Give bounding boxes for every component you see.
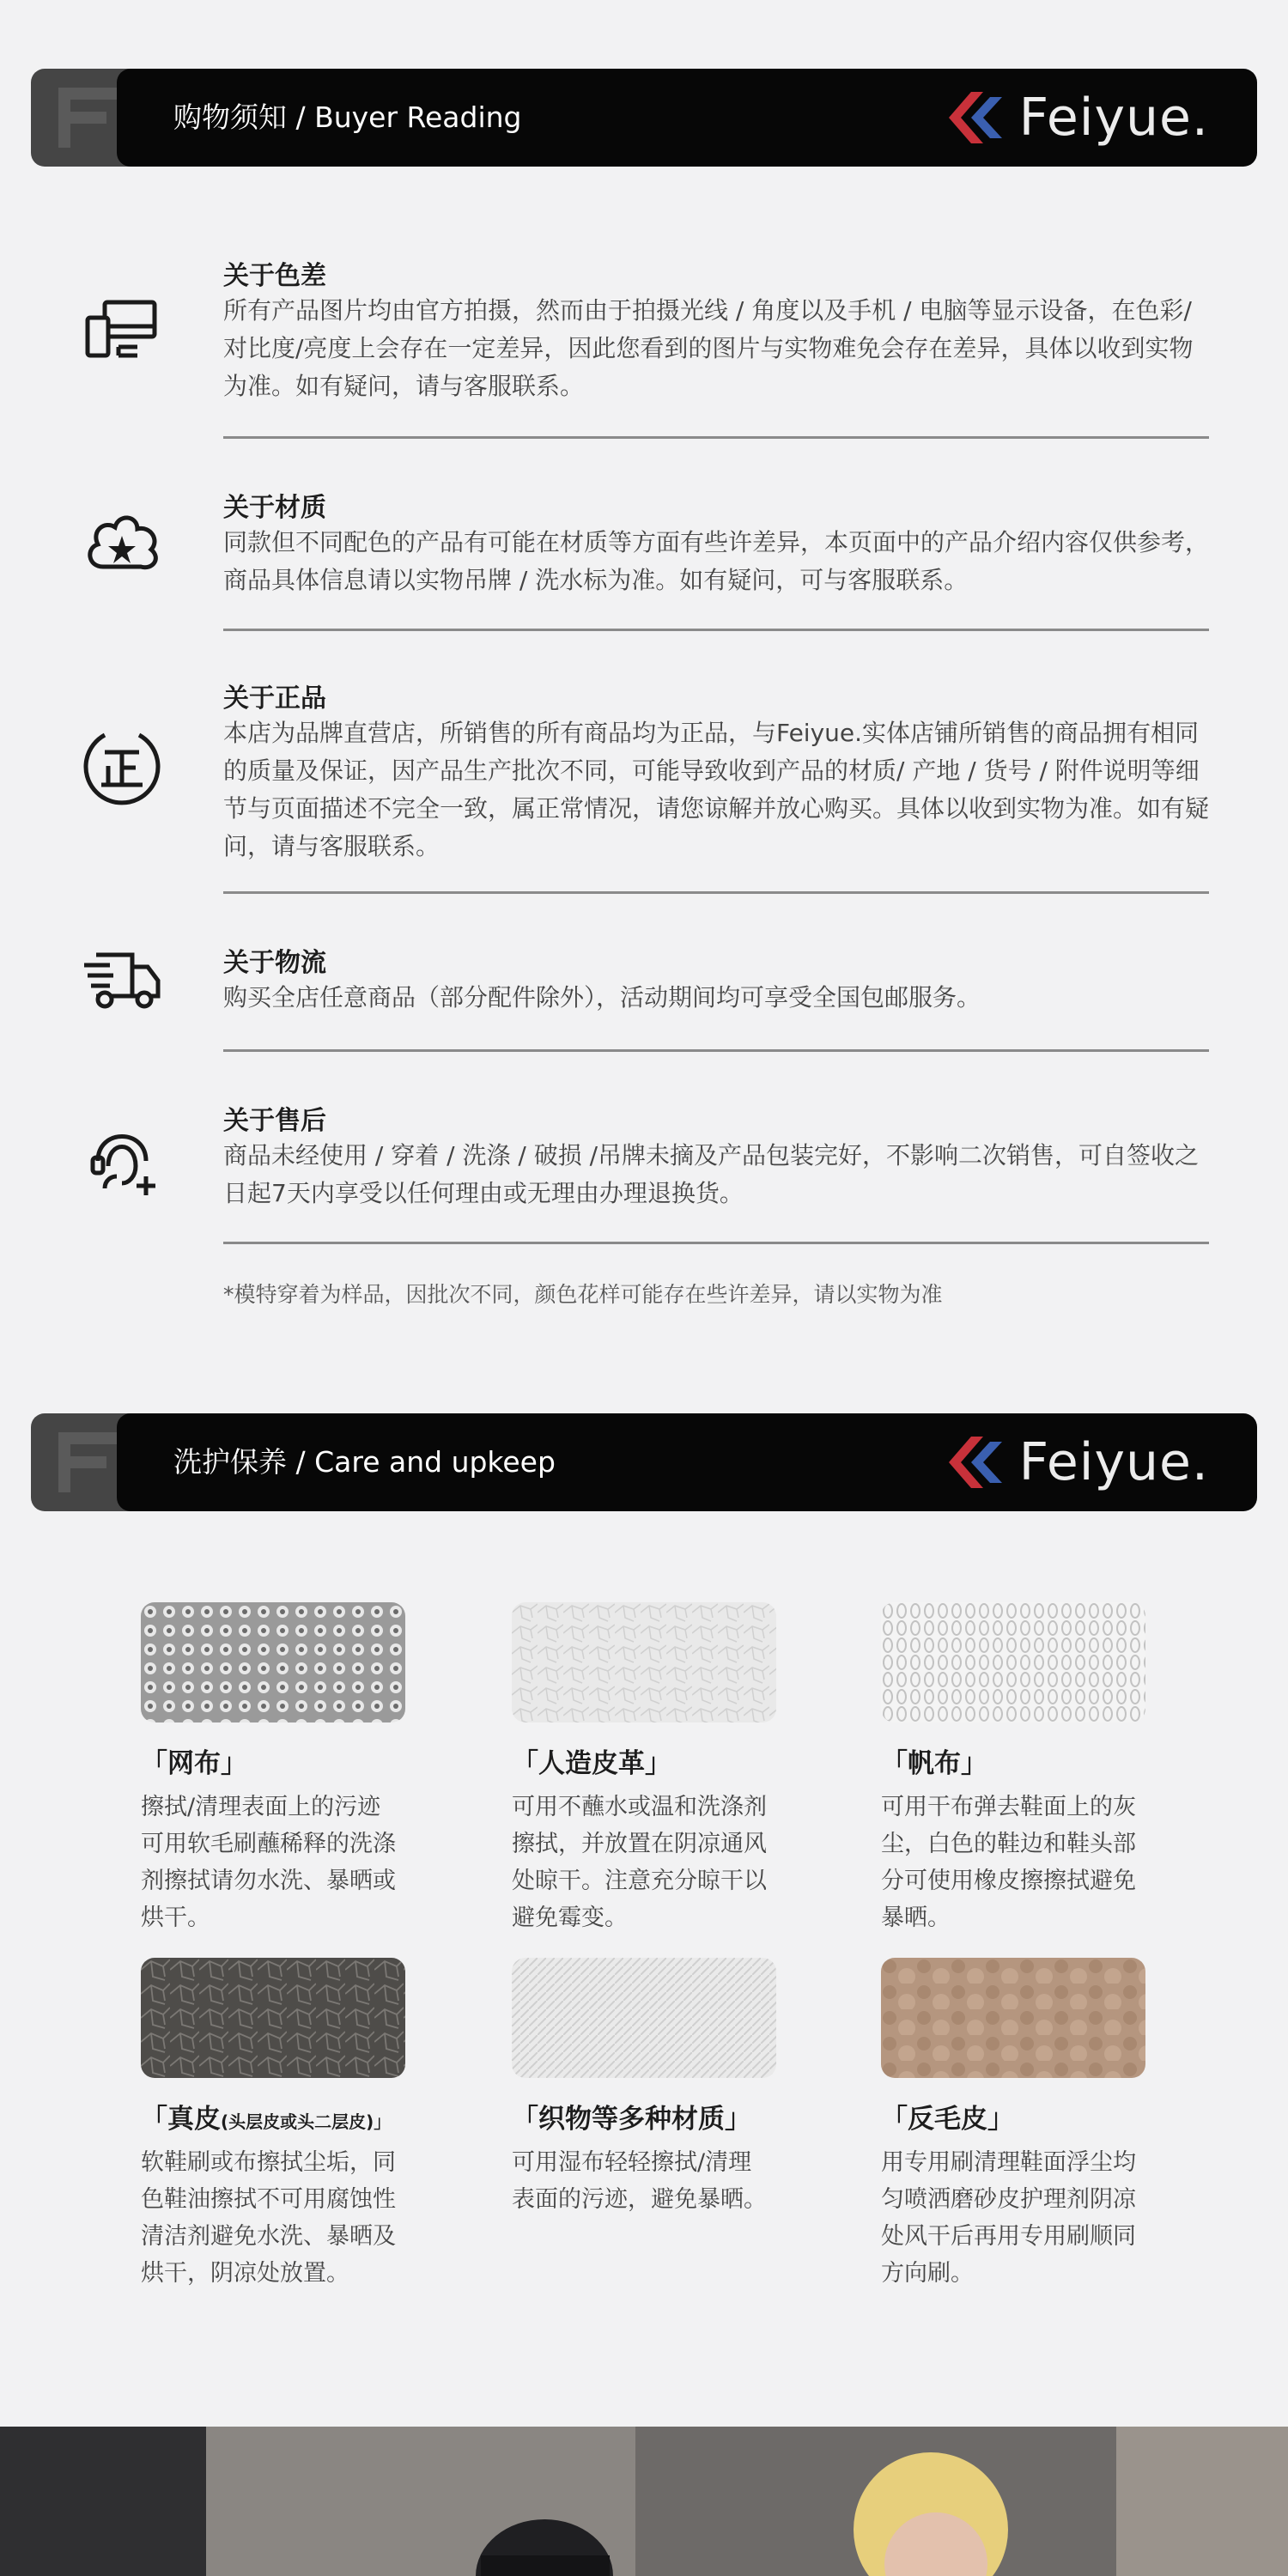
care-card-suede — [881, 1958, 1164, 2292]
care-banner — [31, 1413, 1257, 1511]
material-name: 「反毛皮」 — [881, 2104, 1014, 2135]
feiyue-logo — [945, 1431, 1209, 1494]
buyer-reading-banner — [31, 69, 1257, 167]
fabric-swatch — [512, 1958, 776, 2078]
material-desc: 可用湿布轻轻擦拭/清理表面的污迹，避免暴晒。 — [512, 2149, 767, 2213]
notice-body: 同款但不同配色的产品有可能在材质等方面有些许差异，本页面中的产品介绍内容仅供参考，商品具体信息请以实物吊牌 / 洗水标为准。如有疑问，可与客服联系。 — [223, 528, 1210, 594]
mesh-swatch — [141, 1602, 405, 1722]
model-photo — [0, 2427, 1288, 2576]
care-card-genuine-leather — [141, 1958, 424, 2292]
divider — [223, 891, 1209, 894]
devices-icon — [76, 283, 168, 376]
material-desc: 擦拭/清理表面上的污迹可用软毛刷蘸稀释的洗涤剂擦拭请勿水洗、暴晒或烘干。 — [141, 1794, 396, 1931]
care-card-faux-leather — [512, 1602, 795, 1936]
material-name: 「真皮(头层皮或头二层皮)」 — [141, 2104, 392, 2135]
divider — [223, 1242, 1209, 1244]
chevron-logo-icon — [945, 92, 1011, 143]
material-desc: 用专用刷清理鞋面浮尘均匀喷洒磨砂皮护理剂阴凉处风干后再用专用刷顺同方向刷。 — [881, 2149, 1136, 2287]
notice-body: 所有产品图片均由官方拍摄，然而由于拍摄光线 / 角度以及手机 / 电脑等显示设备，在色彩/对比度/亮度上会存在一定差异，因此您看到的图片与实物难免会存在差异，具体以收到实物为准。如有疑问，请与客服联系。 — [223, 296, 1194, 400]
care-card-fabric — [512, 1958, 795, 2218]
support-icon — [76, 1111, 168, 1204]
section-title: 购物须知 / Buyer Reading — [173, 100, 522, 134]
feiyue-logo — [945, 86, 1209, 149]
notice-heading: 关于物流 — [223, 948, 326, 978]
material-desc: 可用不蘸水或温和洗涤剂擦拭，并放置在阴凉通风处晾干。注意充分晾干以避免霉变。 — [512, 1794, 767, 1931]
truck-icon — [76, 933, 168, 1025]
notice-heading: 关于色差 — [223, 261, 326, 291]
authentic-icon — [76, 720, 168, 812]
logo-wordmark: Feiyue. — [1018, 88, 1209, 148]
chevron-logo-icon — [945, 1437, 1011, 1488]
material-name-note: (头层皮或头二层皮)」 — [221, 2111, 392, 2132]
faux-leather-swatch — [512, 1602, 776, 1722]
care-card-mesh — [141, 1602, 424, 1936]
material-name: 「人造皮革」 — [512, 1748, 671, 1779]
notice-body: 商品未经使用 / 穿着 / 洗涤 / 破损 /吊牌未摘及产品包装完好，不影响二次销售，可自签收之日起7天内享受以任何理由或无理由办理退换货。 — [223, 1141, 1200, 1207]
f-letter-mark — [58, 1432, 118, 1492]
footnote: *模特穿着为样品，因批次不同，颜色花样可能存在些许差异，请以实物为准 — [223, 1282, 943, 1307]
material-name: 「织物等多种材质」 — [512, 2104, 751, 2135]
canvas-swatch — [881, 1602, 1145, 1722]
material-name: 「网布」 — [141, 1748, 247, 1779]
notice-heading: 关于正品 — [223, 683, 326, 714]
notice-body: 购买全店任意商品（部分配件除外），活动期间均可享受全国包邮服务。 — [223, 983, 981, 1012]
genuine-leather-swatch — [141, 1958, 405, 2078]
notice-heading: 关于材质 — [223, 493, 326, 523]
notice-heading: 关于售后 — [223, 1106, 326, 1136]
notice-body: 本店为品牌直营店，所销售的所有商品均为正品，与Feiyue.实体店铺所销售的商品拥有相同的质量及保证，因产品生产批次不同，可能导致收到产品的材质/ 产地 / 货号 / 附件说明等细节与页面描述不完全一致，属正常情况，请您谅解并放心购买。具体以收到实物为准。如有疑问，请与客服联系。 — [223, 719, 1210, 860]
divider — [223, 436, 1209, 439]
material-name: 「帆布」 — [881, 1748, 987, 1779]
cotton-icon — [76, 498, 168, 591]
f-letter-mark — [58, 88, 118, 148]
material-desc: 软鞋刷或布擦拭尘垢，同色鞋油擦拭不可用腐蚀性清洁剂避免水洗、暴晒及烘干，阴凉处放置。 — [141, 2149, 396, 2287]
section-title: 洗护保养 / Care and upkeep — [173, 1445, 556, 1479]
divider — [223, 1049, 1209, 1052]
divider — [223, 629, 1209, 631]
material-desc: 可用干布弹去鞋面上的灰尘，白色的鞋边和鞋头部分可使用橡皮擦擦拭避免暴晒。 — [881, 1794, 1136, 1931]
logo-wordmark: Feiyue. — [1018, 1432, 1209, 1492]
care-card-canvas — [881, 1602, 1164, 1936]
suede-swatch — [881, 1958, 1145, 2078]
